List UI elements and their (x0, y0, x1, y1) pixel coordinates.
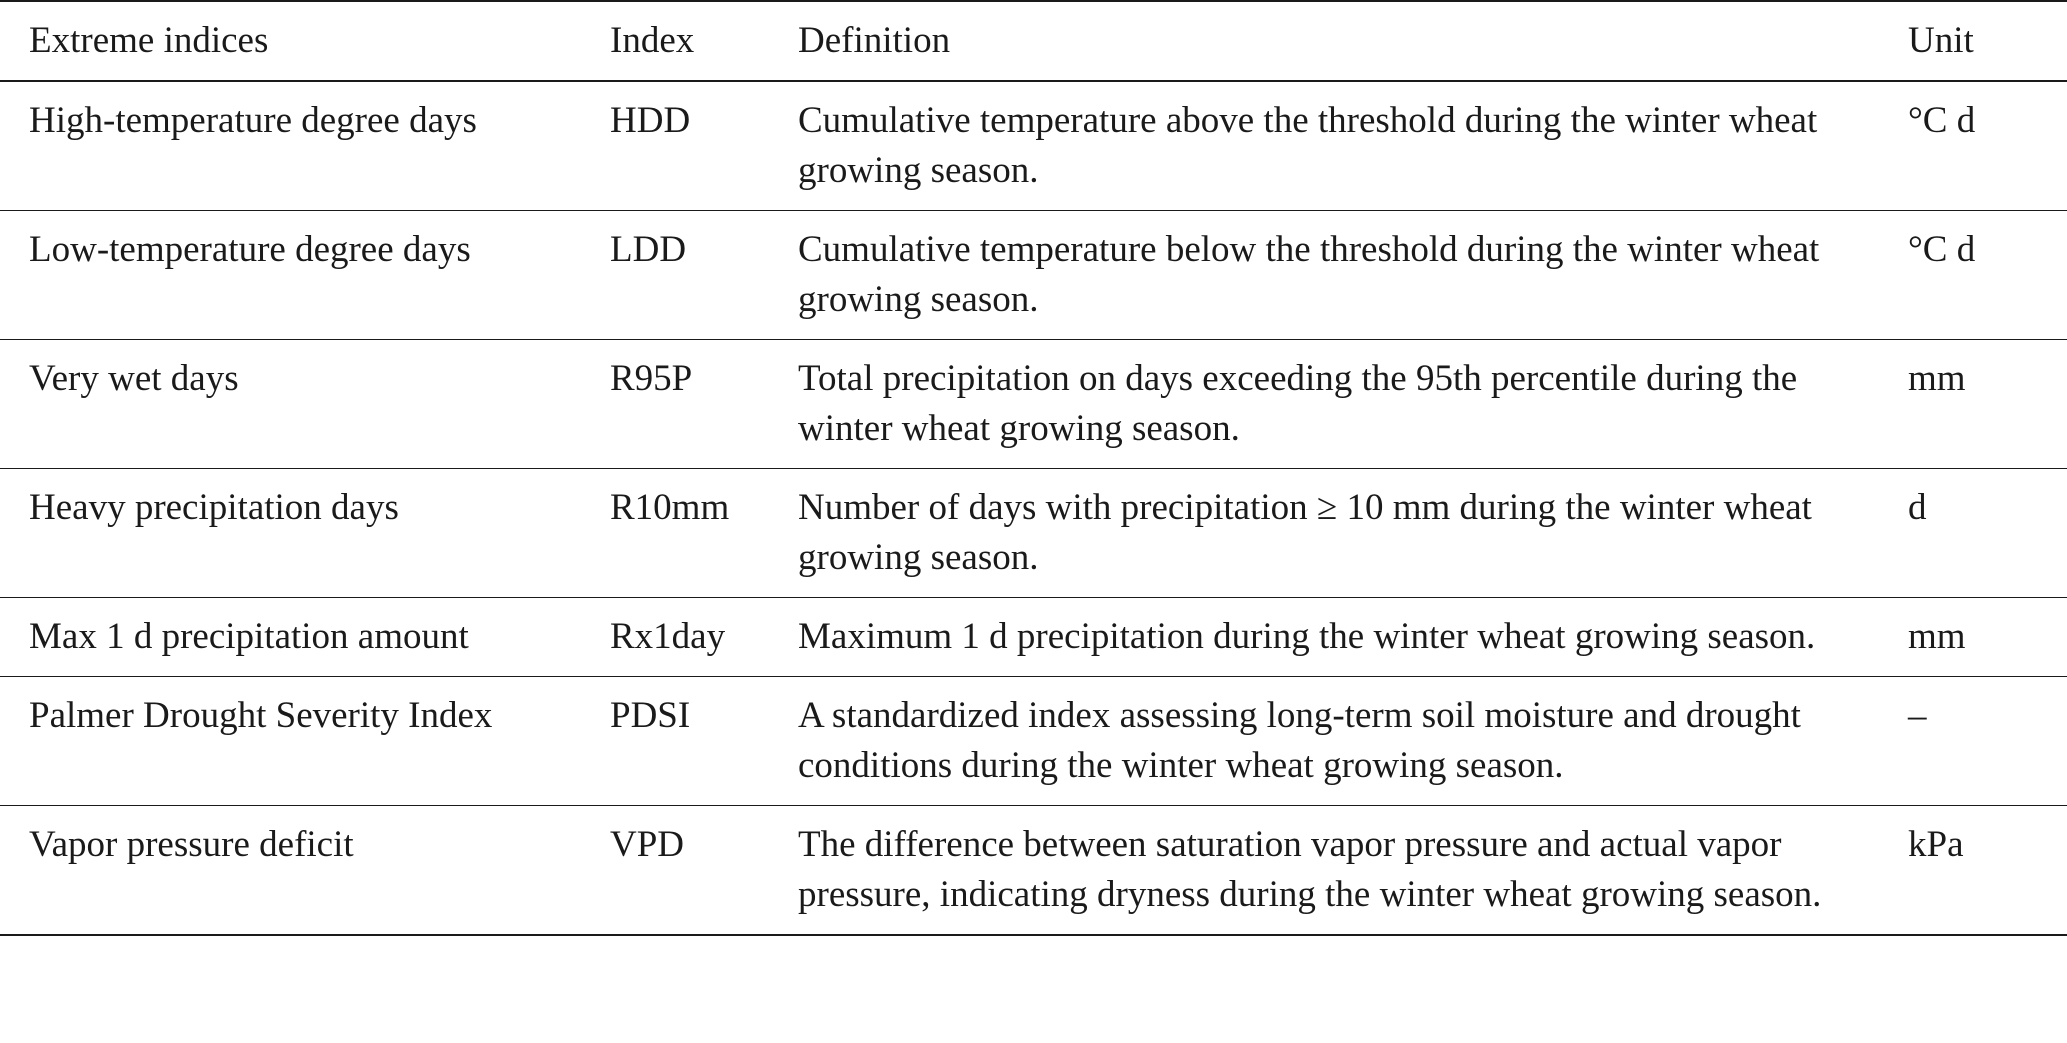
table-row (0, 806, 2067, 936)
cell-name: Palmer Drought Severity Index (29, 695, 493, 736)
cell-name: High-temperature degree days (29, 100, 477, 141)
cell-definition: A standardized index assessing long-term soil moisture and drought conditions during the winter wheat growing season. (798, 695, 1801, 786)
table-row (0, 81, 2067, 211)
cell-index: PDSI (610, 695, 691, 736)
cell-unit: °C d (1908, 229, 1976, 270)
header-unit: Unit (1908, 20, 1974, 61)
table-row (0, 469, 2067, 598)
cell-definition: Cumulative temperature above the threshold during the winter wheat growing season. (798, 100, 1818, 191)
cell-definition: Maximum 1 d precipitation during the winter wheat growing season. (798, 616, 1816, 657)
cell-index: R10mm (610, 487, 730, 528)
table-row (0, 677, 2067, 806)
cell-definition: The difference between saturation vapor pressure and actual vapor pressure, indicating dryness during the winter wheat growing season. (798, 824, 1822, 915)
cell-unit: d (1908, 487, 1927, 528)
cell-index: VPD (610, 824, 685, 865)
cell-definition: Total precipitation on days exceeding the 95th percentile during the winter wheat growing season. (798, 358, 1798, 449)
cell-name: Very wet days (29, 358, 239, 399)
cell-index: R95P (610, 358, 693, 399)
cell-unit: kPa (1908, 824, 1964, 865)
cell-name: Low-temperature degree days (29, 229, 471, 270)
header-extreme-indices: Extreme indices (29, 20, 269, 61)
cell-name: Max 1 d precipitation amount (29, 616, 469, 657)
cell-index: LDD (610, 229, 687, 270)
cell-name: Vapor pressure deficit (29, 824, 354, 865)
table-header (0, 1, 2067, 81)
cell-unit: mm (1908, 358, 1966, 399)
header-definition: Definition (798, 20, 951, 61)
cell-definition: Cumulative temperature below the threshold during the winter wheat growing season. (798, 229, 1820, 320)
header-index: Index (610, 20, 695, 61)
cell-index: Rx1day (610, 616, 726, 657)
table-body (0, 81, 2067, 935)
table-row (0, 340, 2067, 469)
table-row (0, 598, 2067, 677)
cell-index: HDD (610, 100, 691, 141)
cell-unit: °C d (1908, 100, 1976, 141)
cell-unit: mm (1908, 616, 1966, 657)
header-row (0, 1, 2067, 81)
table-row (0, 211, 2067, 340)
cell-unit: – (1908, 695, 1927, 736)
cell-name: Heavy precipitation days (29, 487, 399, 528)
cell-definition: Number of days with precipitation ≥ 10 mm during the winter wheat growing season. (798, 487, 1812, 578)
